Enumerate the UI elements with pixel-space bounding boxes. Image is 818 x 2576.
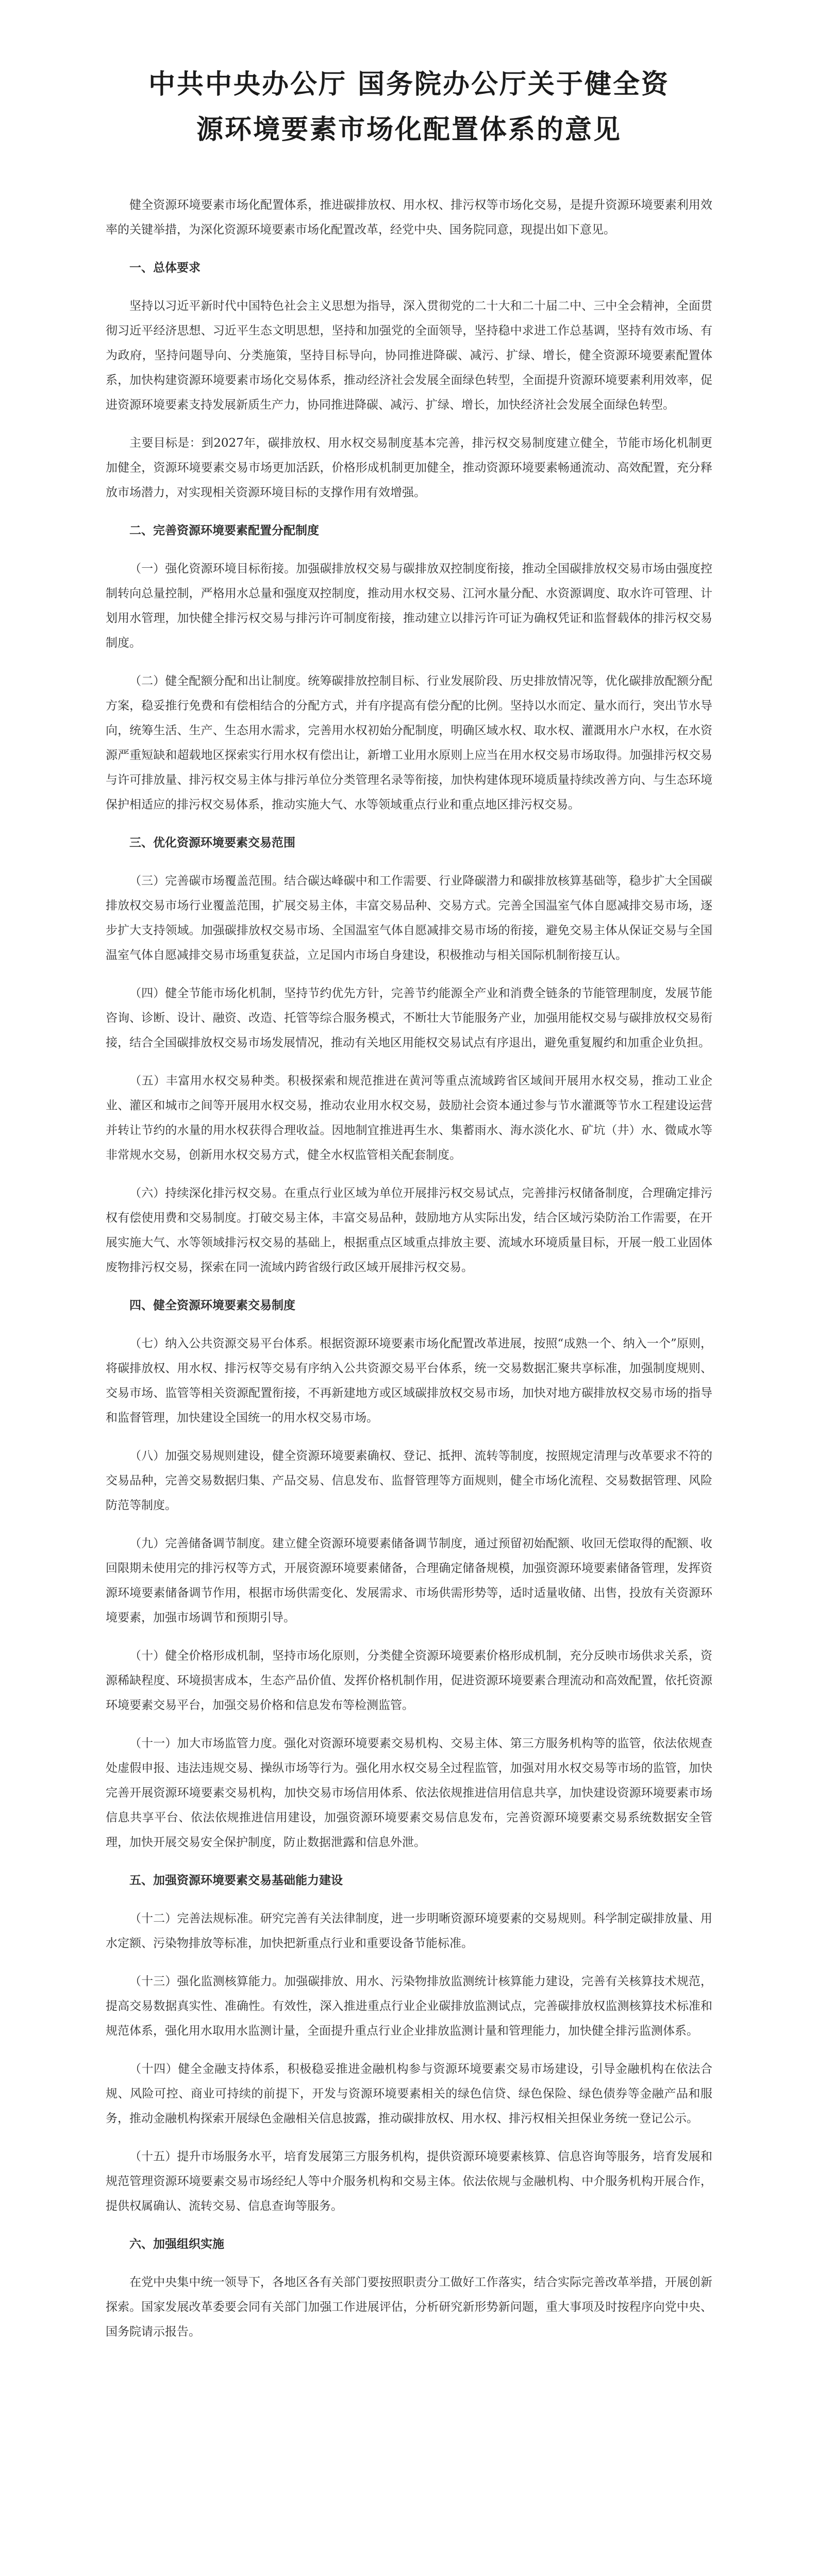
section-heading: 三、优化资源环境要素交易范围 xyxy=(129,836,295,850)
body-paragraph: （六）持续深化排污权交易。在重点行业区域为单位开展排污权交易试点，完善排污权储备制度，合理确定排污权有偿使用费和交易制度。打破交易主体，丰富交易品种，鼓励地方从实际出发，结合区域污染防治工作需要，在开展实施大气、水等领域排污权交易的基础上，根据重点区域重点排放主要、流域水环境质量目标，开展一般工业固体废物排污权交易，探索在同一流域内跨省级行政区域开展排污权交易。 xyxy=(106,1187,712,1274)
body-paragraph: （七）纳入公共资源交易平台体系。根据资源环境要素市场化配置改革进展，按照“成熟一个、纳入一个”原则，将碳排放权、用水权、排污权等交易有序纳入公共资源交易平台体系，统一交易数据汇聚共享标准，加强制度规则、交易市场、监管等相关资源配置衔接，不再新建地方或区域碳排放权交易市场，加快对地方碳排放权交易市场的指导和监督管理，加快建设全国统一的用水权交易市场。 xyxy=(106,1337,712,1425)
body-paragraph: （四）健全节能市场化机制，坚持节约优先方针，完善节约能源全产业和消费全链条的节能管理制度，发展节能咨询、诊断、设计、融资、改造、托管等综合服务模式，不断壮大节能服务产业，加强用能权交易与碳排放权交易衔接，结合全国碳排放权交易市场发展情况，推动有关地区用能权交易试点有序退出，避免重复履约和加重企业负担。 xyxy=(106,987,712,1049)
body-paragraph: （十二）完善法规标准。研究完善有关法律制度，进一步明晰资源环境要素的交易规则。科学制定碳排放量、用水定额、污染物排放等标准，加快把新重点行业和重要设备节能标准。 xyxy=(106,1912,712,1950)
section-heading: 一、总体要求 xyxy=(129,261,201,275)
title-line-1: 中共中央办公厅 国务院办公厅关于健全资 xyxy=(148,69,670,100)
body-paragraph: （九）完善储备调节制度。建立健全资源环境要素储备调节制度，通过预留初始配额、收回无偿取得的配额、收回限期未使用完的排污权等方式，开展资源环境要素储备，合理确定储备规模，加强资源环境要素储备管理，发挥资源环境要素储备调节作用，根据市场供需变化、发展需求、市场供需形势等，适时适量收储、出售，投放有关资源环境要素，加强市场调节和预期引导。 xyxy=(106,1537,712,1624)
body-paragraph: （一）强化资源环境目标衔接。加强碳排放权交易与碳排放双控制度衔接，推动全国碳排放权交易市场由强度控制转向总量控制，严格用水总量和强度双控制度，推动用水权交易、江河水量分配、水资源调度、取水许可管理、计划用水管理，加快健全排污权交易与排污许可制度衔接，推动建立以排污许可证为确权凭证和监督载体的排污权交易制度。 xyxy=(106,562,712,650)
document-title xyxy=(106,62,712,152)
body-paragraph: 主要目标是：到2027年，碳排放权、用水权交易制度基本完善，排污权交易制度建立健全，节能市场化机制更加健全，资源环境要素交易市场更加活跃，价格形成机制更加健全，推动资源环境要素畅通流动、高效配置，充分释放市场潜力，对实现相关资源环境目标的支撑作用有效增强。 xyxy=(106,436,712,499)
body-paragraph: （三）完善碳市场覆盖范围。结合碳达峰碳中和工作需要、行业降碳潜力和碳排放核算基础等，稳步扩大全国碳排放权交易市场行业覆盖范围，扩展交易主体，丰富交易品种、交易方式。完善全国温室气体自愿减排交易市场，逐步扩大支持领域。加强碳排放权交易市场、全国温室气体自愿减排交易市场的衔接，避免交易主体从保证交易与全国温室气体自愿减排交易市场重复获益，立足国内市场自身建设，积极推动与相关国际机制衔接互认。 xyxy=(106,874,712,962)
body-paragraph: 健全资源环境要素市场化配置体系，推进碳排放权、用水权、排污权等市场化交易，是提升资源环境要素利用效率的关键举措，为深化资源环境要素市场化配置改革，经党中央、国务院同意，现提出如下意见。 xyxy=(106,198,712,236)
body-paragraph: （十四）健全金融支持体系，积极稳妥推进金融机构参与资源环境要素交易市场建设，引导金融机构在依法合规、风险可控、商业可持续的前提下，开发与资源环境要素相关的绿色信贷、绿色保险、绿色债券等金融产品和服务，推动金融机构探索开展绿色金融相关信息披露，推动碳排放权、用水权、排污权相关担保业务统一登记公示。 xyxy=(106,2062,712,2125)
title-line-2: 源环境要素市场化配置体系的意见 xyxy=(196,114,622,145)
body-paragraph: （二）健全配额分配和出让制度。统筹碳排放控制目标、行业发展阶段、历史排放情况等，优化碳排放配额分配方案，稳妥推行免费和有偿相结合的分配方式，并有序提高有偿分配的比例。坚持以水而定、量水而行，突出节水导向，统筹生活、生产、生态用水需求，完善用水权初始分配制度，明确区域水权、取水权、灌溉用水户水权，在水资源严重短缺和超载地区探索实行用水权有偿出让，新增工业用水原则上应当在用水权交易市场取得。加强排污权交易与许可排放量、排污权交易主体与排污单位分类管理名录等衔接，加快构建体现环境质量持续改善方向、与生态环境保护相适应的排污权交易体系，推动实施大气、水等领域重点行业和重点地区排污权交易。 xyxy=(106,674,712,811)
section-heading: 六、加强组织实施 xyxy=(129,2238,224,2251)
body-paragraph: 坚持以习近平新时代中国特色社会主义思想为指导，深入贯彻党的二十大和二十届二中、三中全会精神，全面贯彻习近平经济思想、习近平生态文明思想，坚持和加强党的全面领导，坚持稳中求进工作总基调，坚持有效市场、有为政府，坚持问题导向、分类施策，坚持目标导向，协同推进降碳、减污、扩绿、增长，健全资源环境要素配置体系，加快构建资源环境要素市场化交易体系，推动经济社会发展全面绿色转型，全面提升资源环境要素利用效率，促进资源环境要素支持发展新质生产力，协同推进降碳、减污、扩绿、增长，加快经济社会发展全面绿色转型。 xyxy=(106,299,712,412)
body-paragraph: （十五）提升市场服务水平，培育发展第三方服务机构，提供资源环境要素核算、信息咨询等服务，培育发展和规范管理资源环境要素交易市场经纪人等中介服务机构和交易主体。依法依规与金融机构、中介服务机构开展合作，提供权属确认、流转交易、信息查询等服务。 xyxy=(106,2150,712,2213)
body-paragraph: （十）健全价格形成机制，坚持市场化原则，分类健全资源环境要素价格形成机制，充分反映市场供求关系，资源稀缺程度、环境损害成本，生态产品价值、发挥价格机制作用，促进资源环境要素合理流动和高效配置，依托资源环境要素交易平台，加强交易价格和信息发布等检测监管。 xyxy=(106,1649,712,1712)
body-paragraph: （五）丰富用水权交易种类。积极探索和规范推进在黄河等重点流域跨省区域间开展用水权交易，推动工业企业、灌区和城市之间等开展用水权交易，推动农业用水权交易，鼓励社会资本通过参与节水灌溉等节水工程建设运营并转让节约的水量的用水权获得合理收益。因地制宜推进再生水、集蓄雨水、海水淡化水、矿坑（井）水、微咸水等非常规水交易，创新用水权交易方式，健全水权监管相关配套制度。 xyxy=(106,1074,712,1162)
body-paragraph: （十三）强化监测核算能力。加强碳排放、用水、污染物排放监测统计核算能力建设，完善有关核算技术规范，提高交易数据真实性、准确性。有效性，深入推进重点行业企业碳排放监测试点，完善碳排放权监测核算技术标准和规范体系，强化用水取用水监测计量，全面提升重点行业企业排放监测计量和管理能力，加快健全排污监测体系。 xyxy=(106,1975,712,2038)
section-heading: 二、完善资源环境要素配置分配制度 xyxy=(129,524,319,537)
body-paragraph: （八）加强交易规则建设，健全资源环境要素确权、登记、抵押、流转等制度，按照规定清理与改革要求不符的交易品种，完善交易数据归集、产品交易、信息发布、监督管理等方面规则，健全市场化流程、交易数据管理、风险防范等制度。 xyxy=(106,1449,712,1512)
section-heading: 四、健全资源环境要素交易制度 xyxy=(129,1299,295,1312)
body-paragraph: 在党中央集中统一领导下，各地区各有关部门要按照职责分工做好工作落实，结合实际完善改革举措，开展创新探索。国家发展改革委要会同有关部门加强工作进展评估，分析研究新形势新问题，重大事项及时按程序向党中央、国务院请示报告。 xyxy=(106,2276,712,2338)
document-body xyxy=(106,193,712,2344)
section-heading: 五、加强资源环境要素交易基础能力建设 xyxy=(129,1874,343,1887)
body-paragraph: （十一）加大市场监管力度。强化对资源环境要素交易机构、交易主体、第三方服务机构等的监管，依法依规查处虚假申报、违法违规交易、操纵市场等行为。强化用水权交易全过程监管，加强对用水权交易等市场的监管，加快完善开展资源环境要素交易机构，加快交易市场信用体系、依法依规推进信用信息共享，加快建设资源环境要素市场信息共享平台、依法依规推进信用建设，加强资源环境要素交易信息发布，完善资源环境要素交易系统数据安全管理，加快开展交易安全保护制度，防止数据泄露和信息外泄。 xyxy=(106,1737,712,1849)
